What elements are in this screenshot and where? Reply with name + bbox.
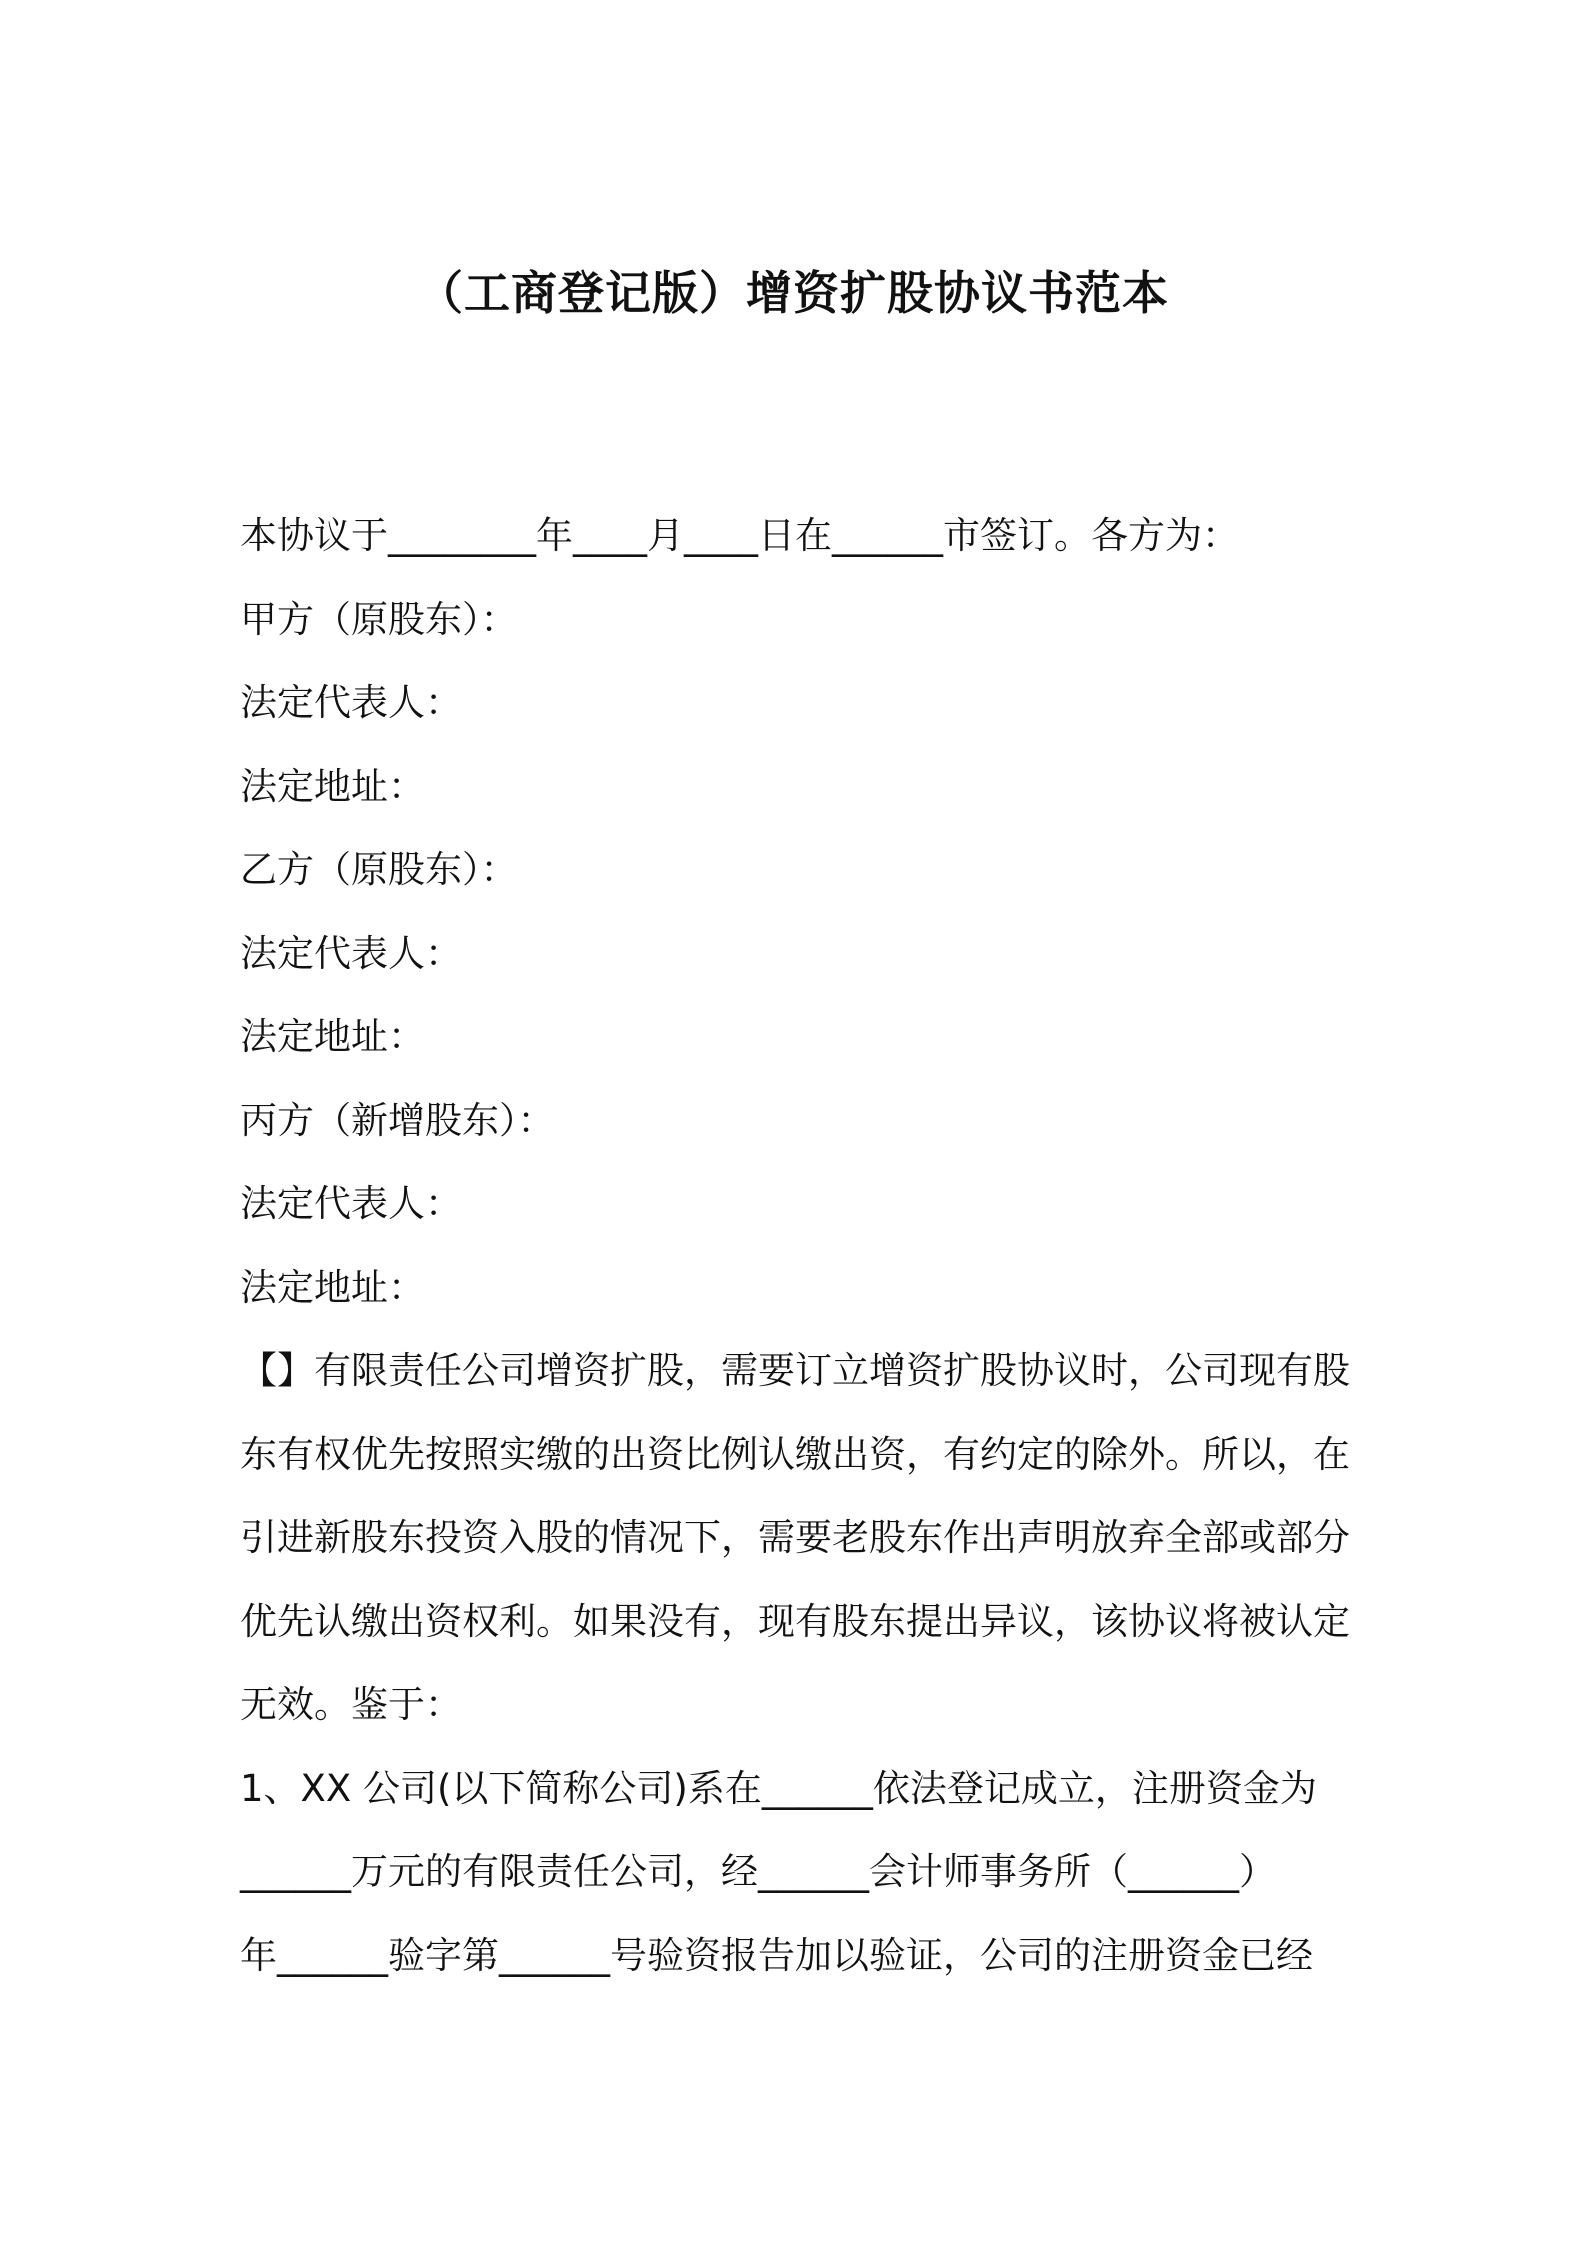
party-a-heading: 甲方（原股东）： <box>240 597 518 641</box>
clause-1-line: 年______验字第______号验资报告加以验证，公司的注册资金已经 <box>240 1933 1313 1977</box>
party-b-legal-representative: 法定代表人： <box>240 931 462 975</box>
party-c-heading: 丙方（新增股东）： <box>240 1098 555 1142</box>
party-b-legal-address: 法定地址： <box>240 1015 425 1058</box>
preamble-paragraph-line: 引进新股东投资入股的情况下，需要老股东作出声明放弃全部或部分 <box>240 1516 1350 1559</box>
clause-1-line: ______万元的有限责任公司，经______会计师事务所（______） <box>240 1850 1276 1893</box>
document-body <box>240 494 1356 1997</box>
signing-date-line: 本协议于________年____月____日在______市签订。各方为： <box>240 514 1239 557</box>
preamble-paragraph-line: 【】有限责任公司增资扩股，需要订立增资扩股协议时，公司现有股 <box>240 1349 1350 1392</box>
preamble-paragraph-line: 东有权优先按照实缴的出资比例认缴出资，有约定的除外。所以，在 <box>240 1432 1350 1476</box>
party-a-legal-address: 法定地址： <box>240 764 425 808</box>
preamble-paragraph-line: 无效。鉴于： <box>240 1683 462 1726</box>
party-a-legal-representative: 法定代表人： <box>240 681 462 724</box>
party-b-heading: 乙方（原股东）： <box>240 848 518 891</box>
clause-1-line: 1、XX 公司(以下简称公司)系在______依法登记成立，注册资金为 <box>240 1766 1317 1810</box>
document-title: （工商登记版）增资扩股协议书范本 <box>417 266 1169 320</box>
preamble-paragraph-line: 优先认缴出资权利。如果没有，现有股东提出异议，该协议将被认定 <box>240 1599 1350 1643</box>
party-c-legal-representative: 法定代表人： <box>240 1182 462 1225</box>
party-c-legal-address: 法定地址： <box>240 1265 425 1309</box>
